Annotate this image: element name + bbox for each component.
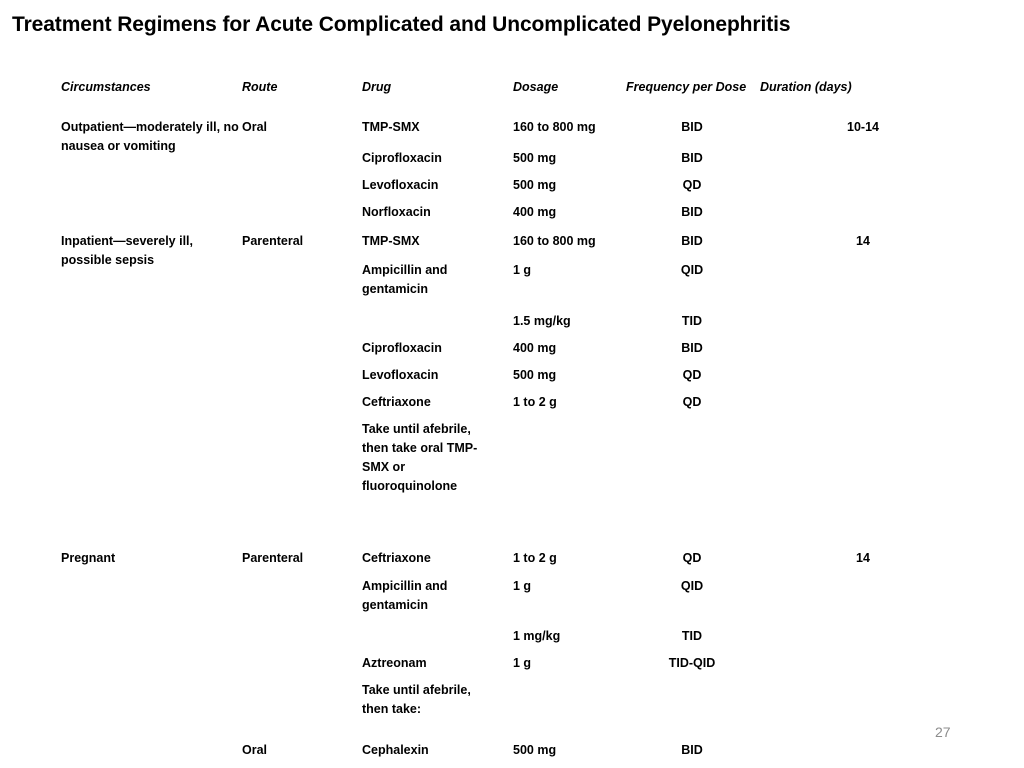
dosage-cell: 500 mg — [513, 178, 557, 192]
dosage-cell: 500 mg — [513, 743, 557, 757]
drug-cell: Ciprofloxacin — [362, 341, 442, 355]
route-inpatient: Parenteral — [242, 234, 304, 248]
route-pregnant: Parenteral — [242, 551, 304, 565]
header-drug: Drug — [362, 80, 392, 94]
dosage-cell: 1 mg/kg — [513, 629, 561, 643]
header-route: Route — [242, 80, 278, 94]
header-circumstances: Circumstances — [61, 80, 151, 94]
drug-cell: Ciprofloxacin — [362, 151, 442, 165]
frequency-cell: TID — [681, 314, 703, 328]
frequency-cell: BID — [681, 234, 703, 248]
frequency-cell: QID — [680, 263, 704, 277]
drug-cell: TMP-SMX — [362, 234, 420, 248]
drug-cell: Ceftriaxone — [362, 395, 431, 409]
dosage-cell: 1 g — [513, 263, 532, 277]
drug-cell: Ceftriaxone — [362, 551, 431, 565]
drug-cell: Ampicillin and gentamicin — [362, 263, 448, 296]
slide-number: 27 — [935, 724, 951, 740]
drug-cell: Norfloxacin — [362, 205, 431, 219]
duration-outpatient: 10-14 — [847, 120, 879, 134]
header-frequency: Frequency per Dose — [626, 80, 747, 94]
duration-inpatient: 14 — [856, 234, 870, 248]
drug-cell: Ampicillin and gentamicin — [362, 579, 448, 612]
dosage-cell: 1 to 2 g — [513, 551, 557, 565]
frequency-cell: BID — [681, 341, 703, 355]
frequency-cell: QD — [682, 368, 702, 382]
duration-pregnant: 14 — [856, 551, 870, 565]
circumstance-pregnant: Pregnant — [61, 551, 116, 565]
frequency-cell: BID — [681, 151, 703, 165]
drug-cell: Take until afebrile, then take oral TMP-SMX or fluoroquinolone — [362, 422, 478, 493]
dosage-cell: 1 to 2 g — [513, 395, 557, 409]
circumstance-inpatient: Inpatient—severely ill, possible sepsis — [61, 234, 193, 267]
header-duration: Duration (days) — [760, 80, 852, 94]
dosage-cell: 160 to 800 mg — [513, 234, 596, 248]
drug-cell: Cephalexin — [362, 743, 429, 757]
route-outpatient: Oral — [242, 120, 268, 134]
dosage-cell: 1.5 mg/kg — [513, 314, 571, 328]
drug-cell: Aztreonam — [362, 656, 427, 670]
drug-cell: Take until afebrile, then take: — [362, 683, 471, 716]
circumstance-outpatient: Outpatient—moderately ill, no nausea or vomiting — [61, 120, 239, 153]
drug-cell: TMP-SMX — [362, 120, 420, 134]
frequency-cell: BID — [681, 743, 703, 757]
header-dosage: Dosage — [513, 80, 559, 94]
dosage-cell: 1 g — [513, 579, 532, 593]
dosage-cell: 500 mg — [513, 151, 557, 165]
frequency-cell: QD — [682, 551, 702, 565]
route-pregnant-followup: Oral — [242, 743, 268, 757]
frequency-cell: BID — [681, 205, 703, 219]
dosage-cell: 160 to 800 mg — [513, 120, 596, 134]
frequency-cell: QD — [682, 178, 702, 192]
dosage-cell: 400 mg — [513, 341, 557, 355]
slide-title: Treatment Regimens for Acute Complicated and Uncomplicated Pyelonephritis — [12, 13, 791, 36]
drug-cell: Levofloxacin — [362, 178, 439, 192]
frequency-cell: QD — [682, 395, 702, 409]
dosage-cell: 400 mg — [513, 205, 557, 219]
dosage-cell: 500 mg — [513, 368, 557, 382]
frequency-cell: BID — [681, 120, 703, 134]
frequency-cell: TID — [681, 629, 703, 643]
dosage-cell: 1 g — [513, 656, 532, 670]
frequency-cell: TID-QID — [668, 656, 716, 670]
drug-cell: Levofloxacin — [362, 368, 439, 382]
frequency-cell: QID — [680, 579, 704, 593]
